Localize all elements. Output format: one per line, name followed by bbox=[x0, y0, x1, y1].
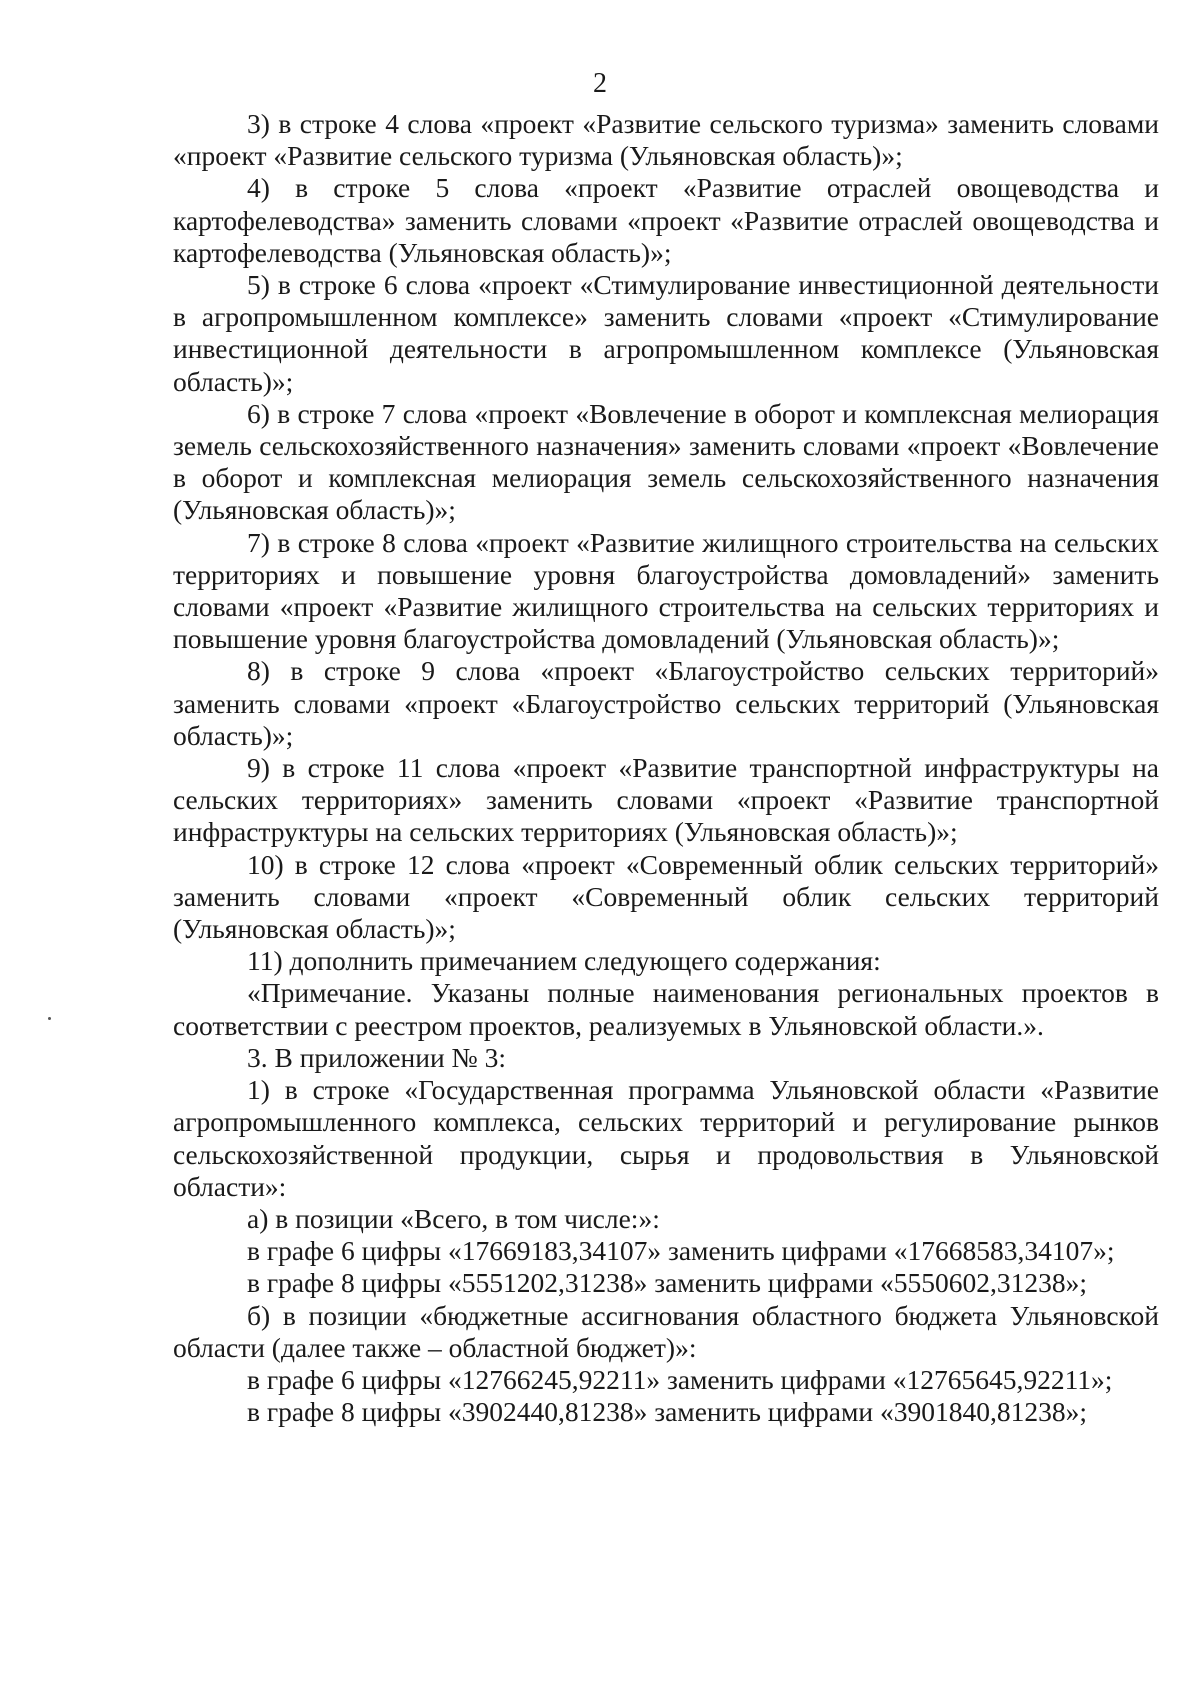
paragraph-item-4: 4) в строке 5 слова «проект «Развитие отраслей овощеводства и картофелеводства» заменить словами «проект «Развитие отраслей овощеводства и картофелеводства (Ульяновская область)»; bbox=[173, 172, 1159, 268]
section-heading-appendix-3: 3. В приложении № 3: bbox=[247, 1041, 507, 1073]
paragraph-item-5: 5) в строке 6 слова «проект «Стимулирование инвестиционной деятельности в агропромышленном комплексе» заменить словами «проект «Стимулирование инвестиционной деятельности в агропромышленном комплексе (Ульяновская область)»; bbox=[173, 269, 1159, 397]
paragraph-item-9: 9) в строке 11 слова «проект «Развитие транспортной инфраструктуры на сельских территориях» заменить словами «проект «Развитие транспортной инфраструктуры на сельских территориях (Ульяновская область)»; bbox=[173, 752, 1159, 848]
paragraph-program-row: 1) в строке «Государственная программа Ульяновской области «Развитие агропромышленного комплекса, сельских территорий и регулирование рынков сельскохозяйственной продукции, сырья и продовольствия в Ульяновской области»: bbox=[173, 1074, 1159, 1202]
paragraph-item-6: 6) в строке 7 слова «проект «Вовлечение в оборот и комплексная мелиорация земель сельскохозяйственного назначения» заменить словами «проект «Вовлечение в оборот и комплексная мелиорация земель сельскохозяйственного назначения (Ульяновская область)»; bbox=[173, 397, 1159, 526]
paragraph-column-6-budget: в графе 6 цифры «12766245,92211» заменить цифрами «12765645,92211»; bbox=[247, 1363, 1113, 1395]
note-paragraph: «Примечание. Указаны полные наименования региональных проектов в соответствии с реестром проектов, реализуемых в Ульяновской области.». bbox=[173, 977, 1159, 1041]
paragraph-item-3: 3) в строке 4 слова «проект «Развитие сельского туризма» заменить словами «проект «Развитие сельского туризма (Ульяновская область)»; bbox=[173, 108, 1159, 172]
paragraph-item-10: 10) в строке 12 слова «проект «Современный облик сельских территорий» заменить словами «проект «Современный облик сельских территорий (Ульяновская область)»; bbox=[173, 848, 1159, 945]
paragraph-column-8-total: в графе 8 цифры «5551202,31238» заменить цифрами «5550602,31238»; bbox=[247, 1267, 1087, 1299]
paragraph-position-total: а) в позиции «Всего, в том числе:»: bbox=[247, 1202, 660, 1234]
paragraph-item-11: 11) дополнить примечанием следующего содержания: bbox=[247, 945, 881, 977]
document-body bbox=[173, 108, 1159, 1428]
paragraph-position-regional-budget: б) в позиции «бюджетные ассигнования областного бюджета Ульяновской области (далее также – областной бюджет)»: bbox=[173, 1299, 1159, 1363]
paragraph-column-8-budget: в графе 8 цифры «3902440,81238» заменить цифрами «3901840,81238»; bbox=[247, 1396, 1087, 1428]
paragraph-item-7: 7) в строке 8 слова «проект «Развитие жилищного строительства на сельских территориях и повышение уровня благоустройства домовладений» заменить словами «проект «Развитие жилищного строительства на сельских территориях и повышение уровня благоустройства домовладений (Ульяновская область)»; bbox=[173, 526, 1159, 655]
page-number: 2 bbox=[593, 68, 607, 99]
paragraph-item-8: 8) в строке 9 слова «проект «Благоустройство сельских территорий» заменить словами «проект «Благоустройство сельских территорий (Ульяновская область)»; bbox=[173, 655, 1159, 751]
scan-speck bbox=[48, 1017, 51, 1020]
paragraph-column-6-total: в графе 6 цифры «17669183,34107» заменить цифрами «17668583,34107»; bbox=[247, 1235, 1115, 1267]
